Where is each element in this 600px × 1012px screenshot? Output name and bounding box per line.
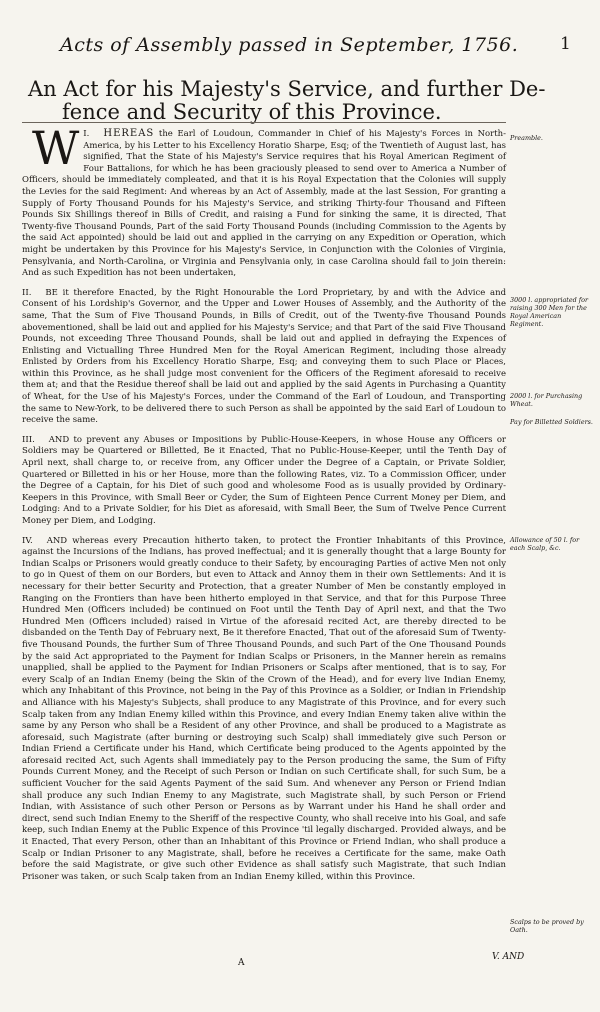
act-body <box>22 121 507 891</box>
section-number: IV. <box>22 535 33 546</box>
title-rule <box>22 122 506 123</box>
section-text: whereas every Precaution hitherto taken, to protect the Frontier Inhabitants of this Province, against the Incursions of the Indians, has proved ineffectual; and it is generally thought that a large Bounty for Indian Scalps or Prisoners would greatly conduce to their Safety, by encouraging Parties of active Men not only to go in Quest of them on our Borders, but even to Attack and Annoy them in their own Settlements: And it is necessary for their better Security and Protection, that a greater Number of Men be constantly employed in Ranging on the Frontiers than have been hitherto employed in that Service, and that for this Purpose Three Hundred Men (Officers included) be continued on Foot until the Tenth Day of April next, and that the Two Hundred Men (Officers included) raised in Virtue of the aforesaid recited Act, are thereby directed to be disbanded on the Tenth Day of February next, Be it therefore Enacted, That out of the aforesaid Sum of Twenty-five Thousand Pounds, the further Sum of Three Thousand Pounds, and such Part of the One Thousand Pounds by the said Act appropriated to the Payment for Indian Scalps or Prisoners, in the Manner herein as remains unapplied, shall be applied to the Payment for Indian Prisoners or Scalps after mentioned, that is to say, For every Scalp of an Indian Enemy (being the Skin of the Crown of the Head), and for every live Indian Enemy, which any Inhabitant of this Province, not being in the Pay of this Province as a Soldier, or Indian in Friendship and Alliance with his Majesty's Subjects, shall produce to any Magistrate of this Province, and for every such Scalp taken from any Indian Enemy killed within this Province, and every Indian Enemy taken alive within the same by any Person who shall be a Resident of any other Province, and shall be produced to a Magistrate as aforesaid, such Magistrate (after burning or destroying such Scalp) shall immediately give such Person or Indian Friend a Certificate under his Hand, which Certificate being produced to the Agents appointed by the aforesaid recited Act, such Agents shall immediately pay to the Person producing the same, the Sum of Fifty Pounds Current Money, and the Receipt of such Person or Indian on such Certificate shall, for such Sum, be a sufficient Voucher for the said Agents Payment of the said Sum. And whenever any Person or Friend Indian shall produce any such Indian Enemy to any Magistrate, such Magistrate shall, by such Person or Friend Indian, with Assistance of such other Person or Persons as by Warrant under his Hand he shall order and direct, send such Indian Enemy to the Sheriff of the respective County, who shall receive into his Goal, and safe keep, such Indian Enemy at the Public Expence of this Province 'til legally discharged. Provided always, and be it Enacted, That every Person, other than an Inhabitant of this Province or Friend Indian, who shall produce a Scalp or Indian Prisoner to any Magistrate, shall, before he receives a Certificate for the same, make Oath before the said Magistrate, or give such other Evidence as shall satisfy such Magistrate, that such Indian Prisoner was taken, or such Scalp taken from an Indian Enemy killed, within this Province. <box>22 535 507 882</box>
section-text: the Earl of Loudoun, Commander in Chief of his Majesty's Forces in North-America, by his Letter to his Excellency Horatio Sharpe, Esq; of the Twentieth of August last, has signified, That the State of his Majesty's Service requires that his Royal American Regiment of Four Battalions, for which he has been graciously pleased to send over to America a Number of Officers, should be immediately compleated, and that it is his Royal Expectation that the Colonies will supply the Levies for the said Regiment: And whereas by an Act of Assembly, made at the last Session, For granting a Supply of Forty Thousand Pounds for his Majesty's Service, and striking Thirty-four Thousand and Fifteen Pounds Six Shillings thereof in Bills of Credit, and raising a Fund for sinking the same, it is directed, That Twenty-five Thousand Pounds, Part of the said Forty Thousand Pounds (including Commission to the Agents by the said Act appointed) should be laid out and applied in the carrying on any Expedition or Operation, which might be undertaken by this Province for his Majesty's Service, in Conjunction with the Colonies of Virginia, Pensylvania, and North-Carolina, or Virginia and Pensylvania only, in case Carolina should fail to join therein: And as such Expedition has not been undertaken, <box>22 129 506 279</box>
drop-cap: W <box>32 121 80 175</box>
margin-note-wheat: 2000 l. for Purchasing Wheat. <box>510 392 583 408</box>
margin-note-preamble: Preamble. <box>510 134 543 142</box>
section-lead: BE it therefore Enacted, <box>45 287 157 298</box>
signature-mark: A <box>238 958 245 968</box>
section-2 <box>22 288 506 427</box>
running-head: Acts of Assembly passed in September, 1756. <box>60 34 519 56</box>
section-1 <box>22 121 506 280</box>
section-number: III. <box>22 434 35 445</box>
section-lead: AND <box>48 434 70 445</box>
margin-note-scalp-allowance: Allowance of 50 l. for each Scalp, &c. <box>510 536 580 552</box>
page-number: 1 <box>560 34 571 54</box>
act-title-line-1: An Act for his Majesty's Service, and further De- <box>28 77 546 101</box>
margin-note-billetted: Pay for Billetted Soldiers. <box>510 418 593 426</box>
act-title-line-2: fence and Security of this Province. <box>62 100 442 124</box>
section-text: by the Right Honourable the Lord Proprietary, by and with the Advice and Consent of his Lordship's Governor, and the Upper and Lower Houses of Assembly, and the Authority of the same, That the Sum of Five Thousand Pounds, in Bills of Credit, out of the Twenty-five Thousand Pounds abovementioned, shall be laid out and applied for his Majesty's Service; and that Part of the said Five Thousand Pounds, not exceeding Three Thousand Pounds, shall be laid out and applied in defraying the Expences of Enlisting and Victualling Three Hundred Men for the Royal American Regiment, including those already Enlisted by Orders from his Excellency Horatio Sharpe, Esq; and conveying them to such Place or Places, within this Province, as he shall judge most convenient for the Officers of the Regiment aforesaid to receive them at; and that the Residue thereof shall be laid out and applied by the said Agents in Purchasing a Quantity of Wheat, for the Use of his Majesty's Forces, under the Command of the Earl of Loudoun, and Transporting the same to New-York, to be delivered there to such Person as shall be appointed by the said Earl of Loudoun to receive the same. <box>22 287 507 426</box>
section-number: I. <box>83 129 90 139</box>
catchword: V. AND <box>492 952 525 962</box>
section-4 <box>22 536 506 884</box>
section-lead: AND <box>46 535 68 546</box>
section-text: to prevent any Abuses or Impositions by Public-House-Keepers, in whose House any Officers or Soldiers may be Quartered or Billetted, Be it Enacted, That no Public-House-Keeper, until the Tenth Day of April next, shall charge to, or receive from, any Officer under the Degree of a Captain, or Private Soldier, Quartered or Billetted in his or her House, more than the following Rates, viz. To a Commission Officer, under the Degree of a Captain, for his Diet of such good and wholesome Food as is usually provided by Ordinary-Keepers in this Province, with Small Beer or Cyder, the Sum of Eighteen Pence Current Money per Diem, and Lodging: And to a Private Soldier, for his Diet as aforesaid, with Small Beer, the Sum of Twelve Pence Current Money per Diem, and Lodging. <box>22 434 506 526</box>
section-3 <box>22 435 506 528</box>
section-number: II. <box>22 287 32 298</box>
act-title <box>28 78 548 124</box>
margin-note-regiment: 3000 l. appropriated for raising 300 Men for the Royal American Regiment. <box>510 296 589 328</box>
first-word: HEREAS <box>103 128 155 139</box>
margin-note-oath: Scalps to be proved by Oath. <box>510 918 584 934</box>
